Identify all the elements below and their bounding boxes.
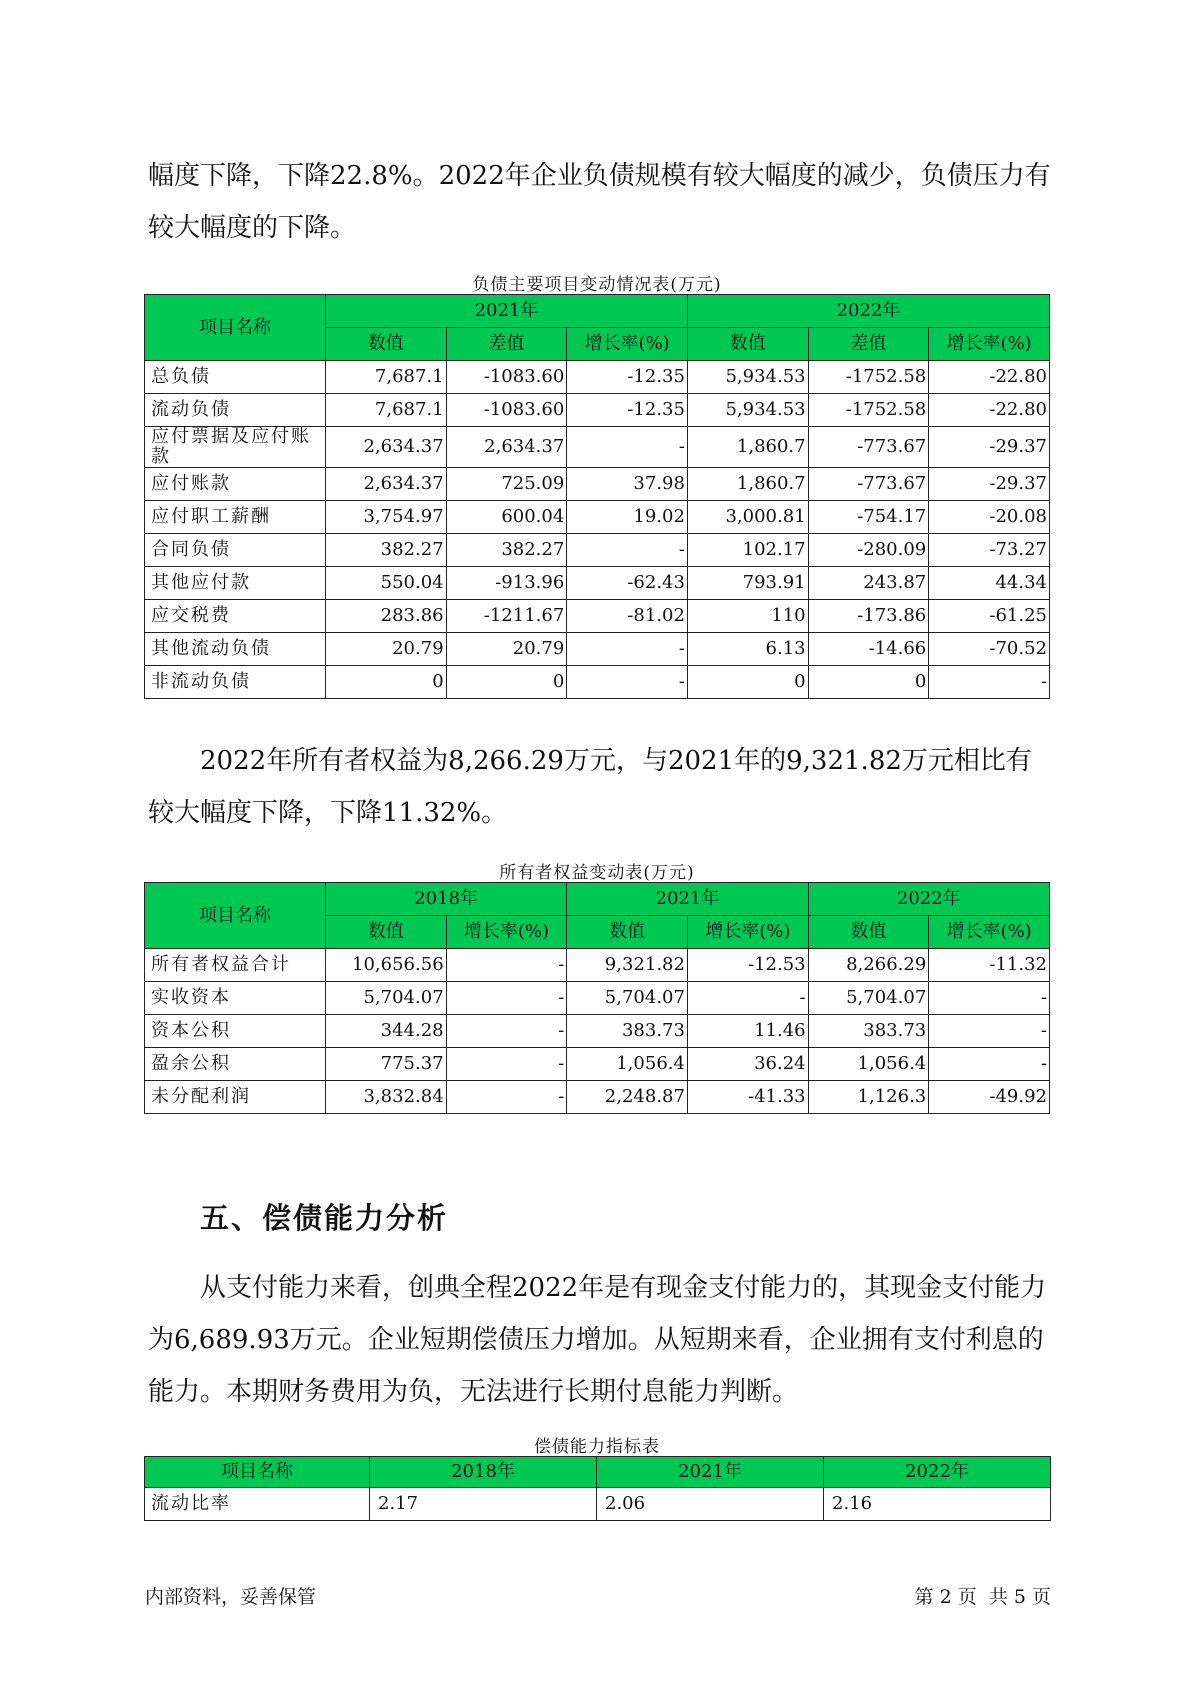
table-cell: -1083.60 [446,361,567,394]
page-current: 2 [939,1586,952,1608]
table-cell: 2,634.37 [325,468,446,501]
table-cell: - [446,1015,567,1048]
footer-confidential-note: 内部资料，妥善保管 [145,1586,317,1608]
table-cell: 5,934.53 [687,394,808,427]
subheader: 增长率(%) [446,916,567,949]
table-cell: 5,934.53 [687,361,808,394]
table-cell: 20.79 [446,633,567,666]
table-cell: - [929,1015,1050,1048]
table1-caption: 负债主要项目变动情况表(万元) [472,275,722,295]
header-year: 2022年 [808,883,1049,916]
table-cell: - [446,1048,567,1081]
table-row [145,949,1050,982]
table-cell: 7,687.1 [325,361,446,394]
table-cell: -1211.67 [446,600,567,633]
table-cell: - [567,633,688,666]
table-cell: -1752.58 [808,394,929,427]
table-cell: 344.28 [325,1015,446,1048]
table-cell: 2,248.87 [567,1081,688,1114]
table-cell: -1083.60 [446,394,567,427]
table-cell: -81.02 [567,600,688,633]
table-cell: -12.35 [567,394,688,427]
row-item-name: 其他流动负债 [145,633,326,666]
table-cell: -41.33 [687,1081,808,1114]
table-cell: 102.17 [687,534,808,567]
table-cell: 37.98 [567,468,688,501]
subheader: 数值 [325,916,446,949]
page-suffix: 页 [1031,1586,1051,1608]
table-cell: 382.27 [446,534,567,567]
row-item-name: 其他应付款 [145,567,326,600]
section-heading: 五、偿债能力分析 [200,1201,449,1235]
table-cell: - [929,1048,1050,1081]
table-cell: 110 [687,600,808,633]
page-prefix: 第 [914,1586,934,1608]
table-row [145,501,1050,534]
table-cell: -12.53 [687,949,808,982]
table-row [145,1015,1050,1048]
table-cell: -62.43 [567,567,688,600]
table-row [145,534,1050,567]
table-cell: 36.24 [687,1048,808,1081]
table-cell: 20.79 [325,633,446,666]
paragraph-equity-summary: 2022年所有者权益为8,266.29万元，与2021年的9,321.82万元相比有较大幅度下降，下降11.32%。 [148,746,1032,828]
row-item-name: 资本公积 [145,1015,326,1048]
table-cell: 6.13 [687,633,808,666]
table-cell: 2.17 [370,1488,597,1521]
subheader: 增长率(%) [687,916,808,949]
table3-caption: 偿债能力指标表 [534,1437,660,1457]
table-row [145,1081,1050,1114]
table-cell: - [446,982,567,1015]
table-cell: 19.02 [567,501,688,534]
subheader: 差值 [808,328,929,361]
subheader: 差值 [446,328,567,361]
table-cell: 2,634.37 [325,427,446,468]
subheader: 数值 [808,916,929,949]
header-item-name: 项目名称 [145,883,326,949]
subheader: 数值 [325,328,446,361]
table-row [145,361,1050,394]
row-item-name: 应付票据及应付账款 [145,427,326,468]
subheader: 增长率(%) [929,328,1050,361]
table-cell: 3,754.97 [325,501,446,534]
table-row [145,633,1050,666]
table-cell: 2.06 [597,1488,824,1521]
table-cell: -14.66 [808,633,929,666]
row-item-name: 总负债 [145,361,326,394]
table-cell: - [567,666,688,699]
table-cell: -70.52 [929,633,1050,666]
table-cell: 1,126.3 [808,1081,929,1114]
table-cell: 0 [687,666,808,699]
table-cell: -22.80 [929,394,1050,427]
table2-caption: 所有者权益变动表(万元) [499,863,695,883]
table-cell: 5,704.07 [325,982,446,1015]
solvency-indicator-table [144,1456,1051,1521]
table-cell: 9,321.82 [567,949,688,982]
table-cell: 2.16 [824,1488,1051,1521]
table-cell: 725.09 [446,468,567,501]
table-cell: 775.37 [325,1048,446,1081]
page-mid: 页 共 [957,1586,1008,1608]
table-cell: 0 [446,666,567,699]
table-row [145,468,1050,501]
row-item-name: 实收资本 [145,982,326,1015]
footer-page-number [915,1582,1052,1609]
page-total: 5 [1013,1586,1026,1608]
table-row [145,1048,1050,1081]
table-cell: -773.67 [808,468,929,501]
table-row [145,394,1050,427]
table-cell: - [929,666,1050,699]
row-item-name: 盈余公积 [145,1048,326,1081]
table-row [145,1488,1051,1521]
table-cell: 793.91 [687,567,808,600]
table-cell: 600.04 [446,501,567,534]
row-item-name: 流动负债 [145,394,326,427]
table-cell: - [687,982,808,1015]
table-cell: - [446,1081,567,1114]
table-cell: -29.37 [929,427,1050,468]
row-item-name: 合同负债 [145,534,326,567]
table-cell: -49.92 [929,1081,1050,1114]
header-item-name: 项目名称 [145,295,326,361]
table-cell: 3,832.84 [325,1081,446,1114]
table-cell: 3,000.81 [687,501,808,534]
header-year: 2021年 [567,883,808,916]
header-year: 2022年 [687,295,1049,328]
row-item-name: 未分配利润 [145,1081,326,1114]
table-cell: 10,656.56 [325,949,446,982]
table-row [145,666,1050,699]
table-row [145,982,1050,1015]
table-cell: 283.86 [325,600,446,633]
header-item-name: 项目名称 [145,1457,370,1488]
table-cell: -11.32 [929,949,1050,982]
table-cell: -22.80 [929,361,1050,394]
table-cell: 382.27 [325,534,446,567]
table-cell: 2,634.37 [446,427,567,468]
subheader: 增长率(%) [567,328,688,361]
table-cell: 0 [808,666,929,699]
header-year: 2022年 [824,1457,1051,1488]
table-cell: 8,266.29 [808,949,929,982]
table-cell: 5,704.07 [567,982,688,1015]
table-cell: 1,056.4 [808,1048,929,1081]
subheader: 数值 [567,916,688,949]
row-item-name: 应付职工薪酬 [145,501,326,534]
table-cell: -20.08 [929,501,1050,534]
table-cell: 5,704.07 [808,982,929,1015]
liability-change-table [144,294,1050,699]
table-cell: - [567,427,688,468]
table-cell: 0 [325,666,446,699]
table-cell: -280.09 [808,534,929,567]
table-cell: - [446,949,567,982]
table-cell: 243.87 [808,567,929,600]
table-row [145,600,1050,633]
table-cell: 550.04 [325,567,446,600]
table-row [145,427,1050,468]
header-year: 2021年 [597,1457,824,1488]
paragraph-liability-summary: 幅度下降，下降22.8%。2022年企业负债规模有较大幅度的减少，负债压力有较大幅度的下降。 [148,161,1051,243]
table-cell: -913.96 [446,567,567,600]
table-cell: 1,860.7 [687,468,808,501]
header-year: 2018年 [370,1457,597,1488]
table-cell: - [929,982,1050,1015]
header-year: 2018年 [325,883,566,916]
table-cell: -754.17 [808,501,929,534]
table-cell: -29.37 [929,468,1050,501]
header-year: 2021年 [325,295,687,328]
table-cell: 7,687.1 [325,394,446,427]
table-cell: 11.46 [687,1015,808,1048]
paragraph-solvency: 从支付能力来看，创典全程2022年是有现金支付能力的，其现金支付能力为6,689.93万元。企业短期偿债压力增加。从短期来看，企业拥有支付利息的能力。本期财务费用为负，无法进行长期付息能力判断。 [148,1273,1047,1407]
table-cell: -773.67 [808,427,929,468]
table-cell: 383.73 [567,1015,688,1048]
table-cell: -12.35 [567,361,688,394]
table-cell: -173.86 [808,600,929,633]
table-cell: 1,860.7 [687,427,808,468]
equity-change-table [144,882,1050,1114]
subheader: 增长率(%) [929,916,1050,949]
table-cell: 383.73 [808,1015,929,1048]
table-cell: -61.25 [929,600,1050,633]
subheader: 数值 [687,328,808,361]
table-cell: -73.27 [929,534,1050,567]
row-item-name: 非流动负债 [145,666,326,699]
table-cell: - [567,534,688,567]
table-cell: -1752.58 [808,361,929,394]
table-cell: 1,056.4 [567,1048,688,1081]
row-item-name: 所有者权益合计 [145,949,326,982]
row-item-name: 流动比率 [145,1488,370,1521]
table-row [145,567,1050,600]
table-cell: 44.34 [929,567,1050,600]
row-item-name: 应交税费 [145,600,326,633]
row-item-name: 应付账款 [145,468,326,501]
